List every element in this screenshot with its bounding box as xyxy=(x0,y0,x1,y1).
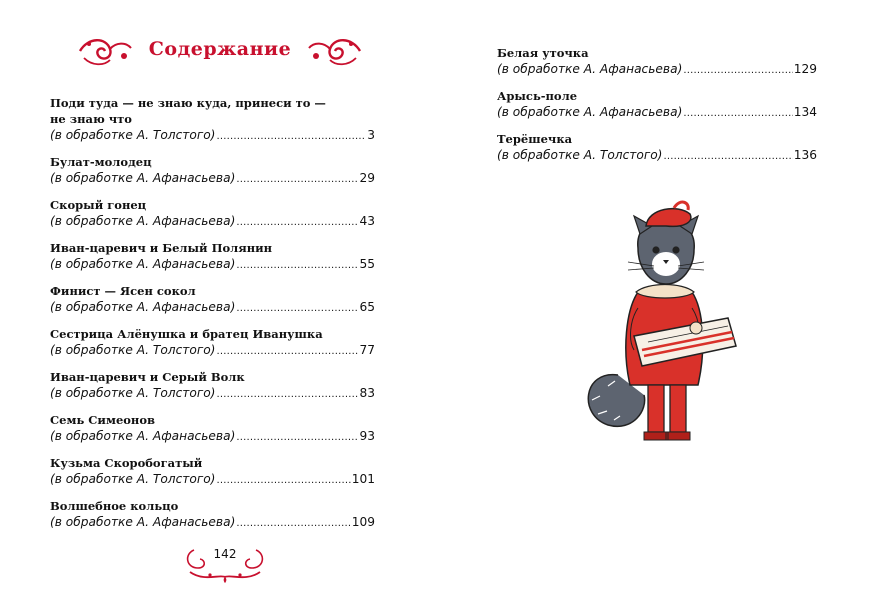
toc-entry[interactable] xyxy=(497,45,817,79)
entry-page-number: 83 xyxy=(359,386,375,400)
dot-leader xyxy=(663,148,792,165)
entry-page-number: 101 xyxy=(351,472,375,486)
dot-leader xyxy=(236,429,358,446)
entry-title: Поди туда — не знаю куда, принеси то — не знаю что xyxy=(50,96,326,126)
toc-entry[interactable] xyxy=(50,369,375,403)
cat-gusli-illustration xyxy=(578,200,758,445)
entry-title: Финист — Ясен сокол xyxy=(50,284,196,298)
entry-subtitle: (в обработке А. Толстого) xyxy=(497,148,663,162)
toc-list-left xyxy=(50,95,375,541)
entry-subtitle: (в обработке А. Толстого) xyxy=(50,386,216,400)
entry-page-number: 55 xyxy=(359,257,375,271)
entry-title: Терёшечка xyxy=(497,132,573,146)
toc-entry[interactable] xyxy=(50,197,375,231)
entry-page-number: 43 xyxy=(359,214,375,228)
dot-leader xyxy=(683,105,792,122)
toc-entry[interactable] xyxy=(50,326,375,360)
toc-entry[interactable] xyxy=(497,88,817,122)
entry-title: Семь Симеонов xyxy=(50,413,156,427)
entry-title: Булат-молодец xyxy=(50,155,152,169)
dot-leader xyxy=(216,472,350,489)
entry-title: Сестрица Алёнушка и братец Иванушка xyxy=(50,327,323,341)
entry-title: Арысь-поле xyxy=(497,89,578,103)
dot-leader xyxy=(236,214,358,231)
entry-title: Кузьма Скоробогатый xyxy=(50,456,203,470)
entry-subtitle: (в обработке А. Афанасьева) xyxy=(50,257,236,271)
entry-subtitle: (в обработке А. Афанасьева) xyxy=(50,214,236,228)
entry-title: Волшебное кольцо xyxy=(50,499,179,513)
entry-page-number: 129 xyxy=(793,62,817,76)
dot-leader xyxy=(216,128,366,145)
toc-entry[interactable] xyxy=(50,154,375,188)
entry-page-number: 3 xyxy=(367,128,375,142)
page-footer xyxy=(180,544,270,584)
entry-subtitle: (в обработке А. Афанасьева) xyxy=(497,62,683,76)
entry-title: Белая уточка xyxy=(497,46,589,60)
entry-page-number: 93 xyxy=(359,429,375,443)
entry-subtitle: (в обработке А. Афанасьева) xyxy=(497,105,683,119)
scroll-ornament-icon xyxy=(306,34,364,68)
dot-leader xyxy=(216,386,358,403)
dot-leader xyxy=(683,62,792,79)
entry-page-number: 134 xyxy=(793,105,817,119)
entry-page-number: 29 xyxy=(359,171,375,185)
entry-page-number: 136 xyxy=(793,148,817,162)
dot-leader xyxy=(216,343,358,360)
right-page xyxy=(440,0,880,591)
entry-page-number: 109 xyxy=(351,515,375,529)
entry-page-number: 77 xyxy=(359,343,375,357)
dot-leader xyxy=(236,171,358,188)
entry-subtitle: (в обработке А. Афанасьева) xyxy=(50,429,236,443)
entry-subtitle: (в обработке А. Афанасьева) xyxy=(50,515,236,529)
toc-title: Содержание xyxy=(148,38,292,60)
entry-subtitle: (в обработке А. Толстого) xyxy=(50,128,216,142)
entry-subtitle: (в обработке А. Толстого) xyxy=(50,343,216,357)
entry-subtitle: (в обработке А. Афанасьева) xyxy=(50,300,236,314)
entry-page-number: 65 xyxy=(359,300,375,314)
toc-entry[interactable] xyxy=(497,131,817,165)
toc-entry[interactable] xyxy=(50,95,375,145)
entry-subtitle: (в обработке А. Толстого) xyxy=(50,472,216,486)
toc-entry[interactable] xyxy=(50,412,375,446)
toc-entry[interactable] xyxy=(50,283,375,317)
entry-title: Скорый гонец xyxy=(50,198,147,212)
dot-leader xyxy=(236,300,358,317)
page-number: 142 xyxy=(213,547,237,561)
dot-leader xyxy=(236,257,358,274)
toc-entry[interactable] xyxy=(50,455,375,489)
entry-title: Иван-царевич и Белый Полянин xyxy=(50,241,273,255)
toc-entry[interactable] xyxy=(50,240,375,274)
toc-list-right xyxy=(497,45,817,174)
entry-subtitle: (в обработке А. Афанасьева) xyxy=(50,171,236,185)
dot-leader xyxy=(236,515,350,532)
toc-heading xyxy=(60,30,380,74)
toc-entry[interactable] xyxy=(50,498,375,532)
entry-title: Иван-царевич и Серый Волк xyxy=(50,370,245,384)
